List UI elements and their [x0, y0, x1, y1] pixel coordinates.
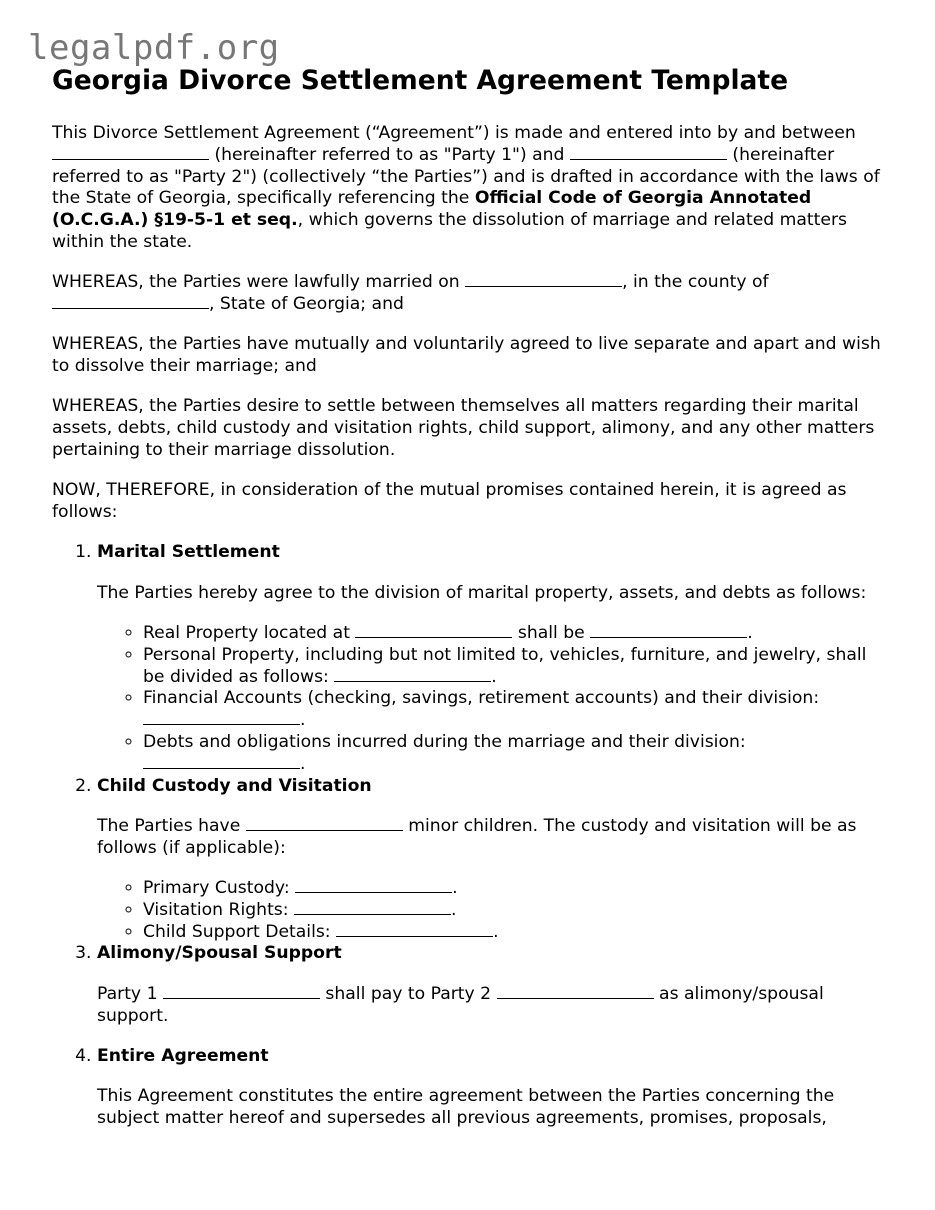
alimony-amount-blank[interactable]: [497, 984, 654, 999]
list-item: ◦ Primary Custody: .: [143, 878, 892, 900]
real-property-location-blank[interactable]: [355, 623, 512, 638]
debts-blank[interactable]: [143, 754, 300, 769]
section-child-custody: [97, 776, 892, 944]
section-title: 4. Entire Agreement: [97, 1045, 269, 1066]
children-count-blank[interactable]: [246, 816, 403, 831]
section-alimony: [97, 943, 892, 1027]
list-item: ◦ Real Property located at shall be .: [143, 623, 892, 645]
primary-custody-blank[interactable]: [295, 878, 452, 893]
child-support-blank[interactable]: [336, 922, 493, 937]
document-body: [52, 64, 892, 1148]
whereas-settle-paragraph: WHEREAS, the Parties desire to settle between themselves all matters regarding their marital assets, debts, child custody and visitation rights, child support, alimony, and any other matters pertaining to their marriage dissolution.: [52, 396, 875, 461]
real-property-disposition-blank[interactable]: [590, 623, 747, 638]
section-entire-agreement: [97, 1046, 892, 1130]
list-item: ◦ Visitation Rights: .: [143, 900, 892, 922]
list-item: ◦ Child Support Details: .: [143, 922, 892, 944]
intro-paragraph: This Divorce Settlement Agreement (“Agreement”) is made and entered into by and between (hereinafter referred to as "Party 1") and (hereinafter referred to as "Party 2") (collectively “the Parties”) and is drafted in accordance with the laws of the State of Georgia, specifically referencing the Official Code of Georgia Annotated (O.C.G.A.) §19-5-1 et seq., which governs the dissolution of marriage and related matters within the state.: [52, 123, 880, 252]
section-text: The Parties have minor children. The custody and visitation will be as follows (if applicable):: [97, 815, 857, 858]
county-blank[interactable]: [52, 294, 209, 309]
custody-items-list: [97, 878, 892, 943]
list-item: ◦ Financial Accounts (checking, savings, retirement accounts) and their division: .: [143, 688, 892, 732]
section-title: 3. Alimony/Spousal Support: [97, 943, 342, 964]
whereas-separate-paragraph: WHEREAS, the Parties have mutually and voluntarily agreed to live separate and apart and wish to dissolve their marriage; and: [52, 334, 881, 377]
section-title: 1. Marital Settlement: [97, 542, 280, 563]
party1-blank[interactable]: [52, 145, 209, 160]
watermark: legalpdf.org: [28, 28, 280, 68]
party2-blank[interactable]: [570, 145, 727, 160]
section-marital-settlement: [97, 542, 892, 775]
whereas-married-paragraph: WHEREAS, the Parties were lawfully married on , in the county of , State of Georgia; and: [52, 272, 769, 315]
section-text: Party 1 shall pay to Party 2 as alimony/spousal support.: [97, 983, 824, 1026]
list-item: ◦ Debts and obligations incurred during the marriage and their division: .: [143, 732, 892, 776]
financial-accounts-blank[interactable]: [143, 710, 300, 725]
list-item: ◦ Personal Property, including but not limited to, vehicles, furniture, and jewelry, shall be divided as follows: .: [143, 645, 892, 689]
section-title: 2. Child Custody and Visitation: [97, 775, 372, 796]
marriage-date-blank[interactable]: [465, 272, 622, 287]
page-title: Georgia Divorce Settlement Agreement Template: [52, 65, 789, 96]
personal-property-blank[interactable]: [334, 667, 491, 682]
sections-list: [52, 542, 892, 1129]
ocga-reference: Official Code of Georgia Annotated (O.C.G.A.) §19-5-1 et seq.: [52, 188, 812, 231]
now-therefore-paragraph: NOW, THEREFORE, in consideration of the mutual promises contained herein, it is agreed as follows:: [52, 480, 847, 523]
party1-alimony-blank[interactable]: [163, 984, 320, 999]
marital-items-list: [97, 623, 892, 776]
section-text: The Parties hereby agree to the division of marital property, assets, and debts as follows:: [97, 582, 867, 603]
section-text: This Agreement constitutes the entire agreement between the Parties concerning the subject matter hereof and supersedes all previous agreements, promises, proposals,: [97, 1086, 835, 1128]
visitation-rights-blank[interactable]: [294, 900, 451, 915]
